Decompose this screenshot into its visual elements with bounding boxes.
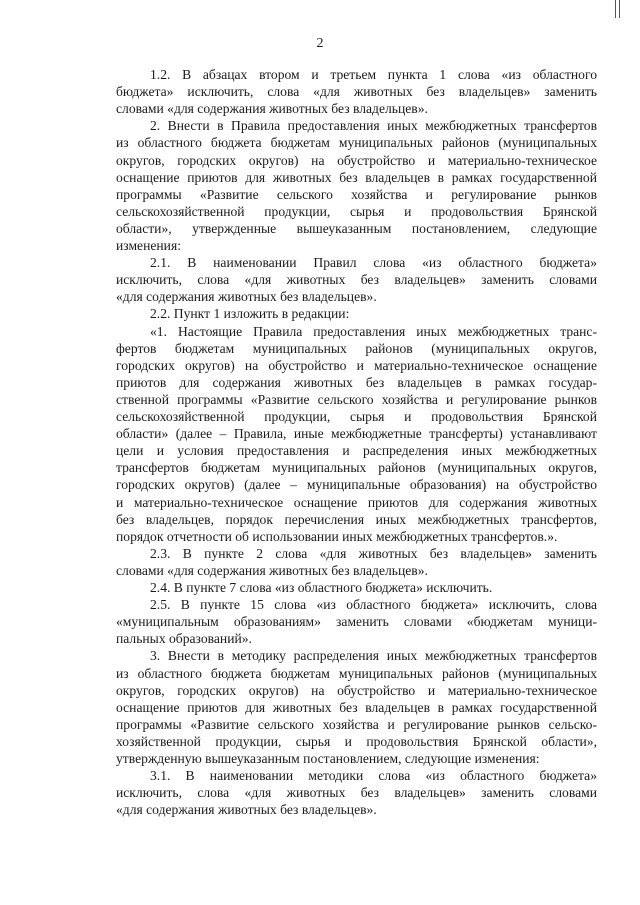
text-line: программы «Развитие сельского хозяйства и регулирование рынков — [116, 186, 597, 202]
text-line: 3.1. В наименовании методики слова «из областного бюджета» — [150, 768, 597, 784]
page-number: 2 — [316, 36, 324, 51]
text-line: программы «Развитие сельского хозяйства и регулирование рынков сельско- — [116, 716, 597, 732]
text-line: исключить, слова «для животных без владельцев» заменить словами — [116, 272, 597, 288]
text-line: трансфертов бюджетам муниципальных районов (муниципальных округов, — [116, 460, 597, 476]
text-line: «для содержания животных без владельцев». — [116, 289, 377, 305]
text-line: фертов бюджетам муниципальных районов (муниципальных округов, — [116, 340, 597, 356]
text-line: оснащение приютов для животных без владельцев в рамках государственной — [116, 169, 597, 185]
text-line: исключить, слова «для животных без владельцев» заменить словами — [116, 785, 597, 801]
text-line: «1. Настоящие Правила предоставления иных межбюджетных транс- — [150, 323, 597, 339]
text-line: 3. Внести в методику распределения иных межбюджетных трансфертов — [150, 648, 597, 664]
text-line: области» (далее – Правила, иные межбюджетные трансферты) устанавливают — [116, 426, 597, 442]
staple-mark — [615, 0, 620, 18]
text-line: «муниципальным образованиям» заменить словами «бюджетам муници- — [116, 614, 597, 630]
text-line: сельскохозяйственной продукции, сырья и продовольствия Брянской — [116, 203, 597, 219]
text-line: ственной программы «Развитие сельского хозяйства и регулирование рынков — [116, 391, 597, 407]
text-line: словами «для содержания животных без владельцев». — [116, 562, 428, 578]
text-line: из областного бюджета бюджетам муниципальных районов (муниципальных — [116, 665, 597, 681]
text-line: без владельцев, порядок перечисления иных межбюджетных трансфертов, — [116, 511, 597, 527]
text-line: 2.1. В наименовании Правил слова «из областного бюджета» — [150, 255, 597, 271]
text-line: бюджета» исключить, слова «для животных без владельцев» заменить — [116, 84, 597, 100]
text-line: цели и условия предоставления и распределения иных межбюджетных — [116, 443, 597, 459]
text-line: округов, городских округов) на обустройство и материально-техническое — [116, 682, 597, 698]
text-line: 2. Внести в Правила предоставления иных межбюджетных трансфертов — [150, 118, 597, 134]
text-line: 1.2. В абзацах втором и третьем пункта 1 слова «из областного — [150, 67, 597, 82]
text-line: утвержденную вышеуказанным постановлением, следующие изменения: — [116, 751, 540, 766]
text-line: оснащение приютов для животных без владельцев в рамках государственной — [116, 699, 597, 715]
text-line: изменения: — [116, 238, 181, 253]
text-line: 2.3. В пункте 2 слова «для животных без владельцев» заменить — [150, 545, 597, 561]
text-line: области», утвержденные вышеуказанным постановлением, следующие — [116, 220, 597, 236]
text-line: городских округов) на обустройство и материально-техническое оснащение — [116, 357, 597, 373]
text-line: словами «для содержания животных без владельцев». — [116, 101, 428, 117]
text-line: приютов для содержания животных без владельцев в рамках государ- — [116, 374, 597, 390]
text-line: 2.2. Пункт 1 изложить в редакции: — [150, 306, 350, 322]
text-line: округов, городских округов) на обустройство и материально-техническое — [116, 152, 597, 168]
text-line: сельскохозяйственной продукции, сырья и продовольствия Брянской — [116, 409, 597, 424]
text-line: порядок отчетности об использовании иных межбюджетных трансфертов.». — [116, 528, 558, 544]
text-line: и материально-техническое оснащение приютов для содержания животных — [116, 494, 597, 510]
text-line: 2.4. В пункте 7 слова «из областного бюджета» исключить. — [150, 580, 493, 595]
text-line: «для содержания животных без владельцев». — [116, 802, 377, 818]
text-line: 2.5. В пункте 15 слова «из областного бюджета» исключить, слова — [150, 597, 597, 613]
text-line: хозяйственной продукции, сырья и продовольствия Брянской области», — [116, 733, 597, 749]
text-line: пальных образований». — [116, 631, 252, 647]
text-line: из областного бюджета бюджетам муниципальных районов (муниципальных — [116, 135, 597, 151]
text-line: городских округов) (далее – муниципальные образования) на обустройство — [116, 477, 597, 493]
